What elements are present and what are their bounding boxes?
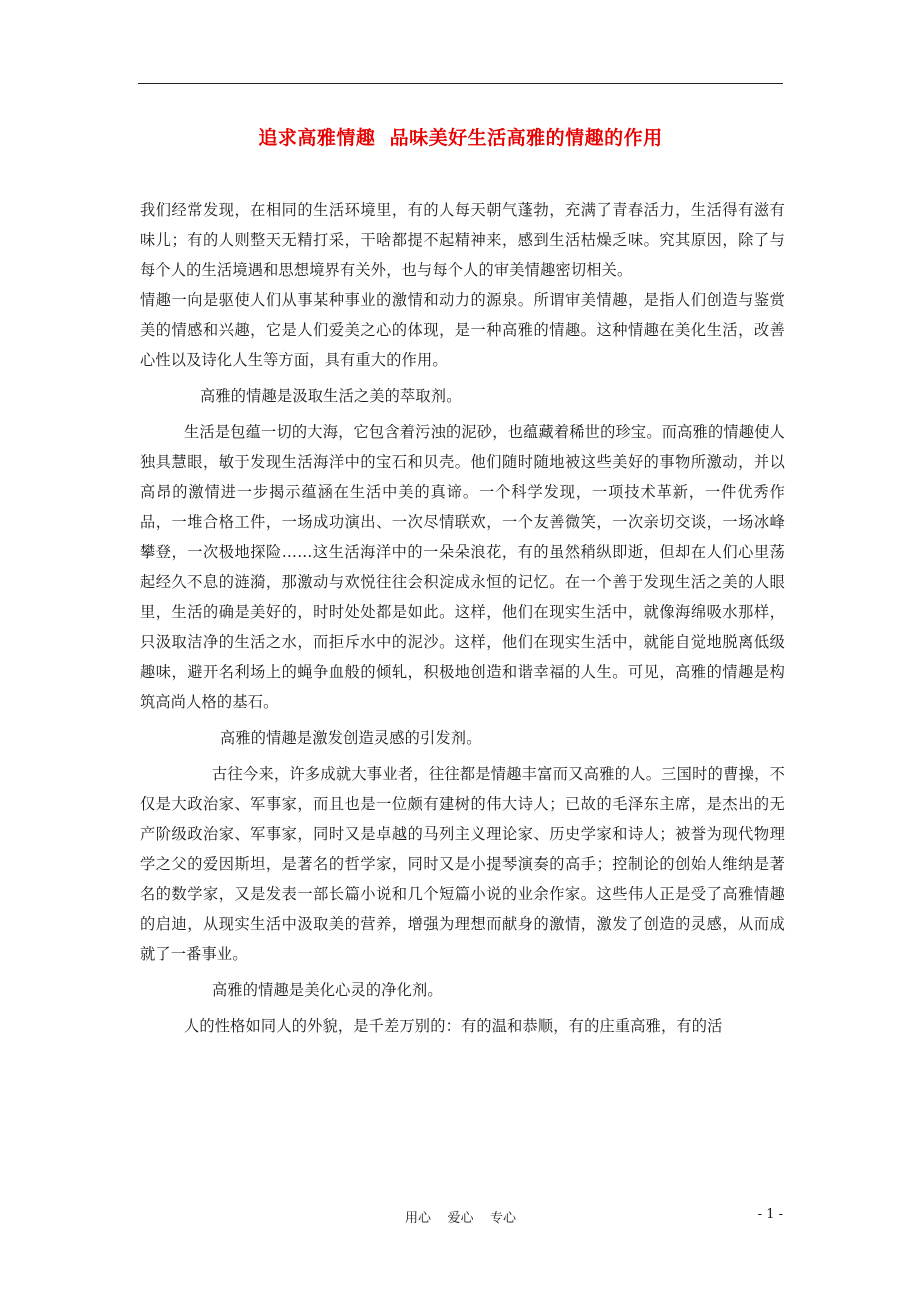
subheading-extract: 高雅的情趣是汲取生活之美的萃取剂。 xyxy=(200,387,462,405)
paragraph-intro: 我们经常发现，在相同的生活环境里，有的人每天朝气蓬勃，充满了青春活力，生活得有滋有味儿；有的人则整天无精打采，干啥都提不起精神来，感到生活枯燥乏味。究其原因，除了与每个人的生活境遇和思想境界有关外，也与每个人的审美情趣密切相关。 xyxy=(140,201,785,279)
page-title: 追求高雅情趣 品味美好生活高雅的情趣的作用 xyxy=(258,127,663,149)
document-body xyxy=(140,195,785,1041)
header-rule xyxy=(138,83,783,84)
footer-motto: 用心 爱心 专心 xyxy=(404,1211,517,1226)
subheading-inspiration: 高雅的情趣是激发创造灵感的引发剂。 xyxy=(220,729,482,747)
paragraph-personality: 人的性格如同人的外貌，是千差万别的：有的温和恭顺，有的庄重高雅，有的活 xyxy=(184,1017,723,1035)
page-footer xyxy=(138,1207,783,1227)
page-number: - 1 - xyxy=(757,1207,783,1222)
paragraph-life-ocean: 生活是包蕴一切的大海，它包含着污浊的泥砂，也蕴藏着稀世的珍宝。而高雅的情趣使人独具慧眼，敏于发现生活海洋中的宝石和贝壳。他们随时随地被这些美好的事物所激动，并以高昂的激情进一步揭示蕴涵在生活中美的真谛。一个科学发现，一项技术革新，一件优秀作品，一堆合格工件，一场成功演出、一次尽情联欢，一个友善微笑，一次亲切交谈，一场冰峰攀登，一次极地探险……这生活海洋中的一朵朵浪花，有的虽然稍纵即逝，但却在人们心里荡起经久不息的涟漪，那激动与欢悦往往会积淀成永恒的记忆。在一个善于发现生活之美的人眼里，生活的确是美好的，时时处处都是如此。这样，他们在现实生活中，就像海绵吸水那样，只汲取洁净的生活之水，而拒斥水中的泥沙。这样，他们在现实生活中，就能自觉地脱离低级趣味，避开名利场上的蝇争血般的倾轧，积极地创造和谐幸福的人生。可见，高雅的情趣是构筑高尚人格的基石。 xyxy=(140,423,785,711)
paragraph-great-people: 古往今来，许多成就大事业者，往往都是情趣丰富而又高雅的人。三国时的曹操，不仅是大政治家、军事家，而且也是一位颇有建树的伟大诗人；已故的毛泽东主席，是杰出的无产阶级政治家、军事家，同时又是卓越的马列主义理论家、历史学家和诗人；被誉为现代物理学之父的爱因斯坦，是著名的哲学家，同时又是小提琴演奏的高手；控制论的创始人维纳是著名的数学家，又是发表一部长篇小说和几个短篇小说的业余作家。这些伟人正是受了高雅情趣的启迪，从现实生活中汲取美的营养，增强为理想而献身的激情，激发了创造的灵感，从而成就了一番事业。 xyxy=(140,765,785,963)
subheading-purify: 高雅的情趣是美化心灵的净化剂。 xyxy=(212,981,443,999)
paragraph-definition: 情趣一向是驱使人们从事某种事业的激情和动力的源泉。所谓审美情趣，是指人们创造与鉴赏美的情感和兴趣，它是人们爱美之心的体现，是一种高雅的情趣。这种情趣在美化生活，改善心性以及诗化人生等方面，具有重大的作用。 xyxy=(140,291,785,369)
